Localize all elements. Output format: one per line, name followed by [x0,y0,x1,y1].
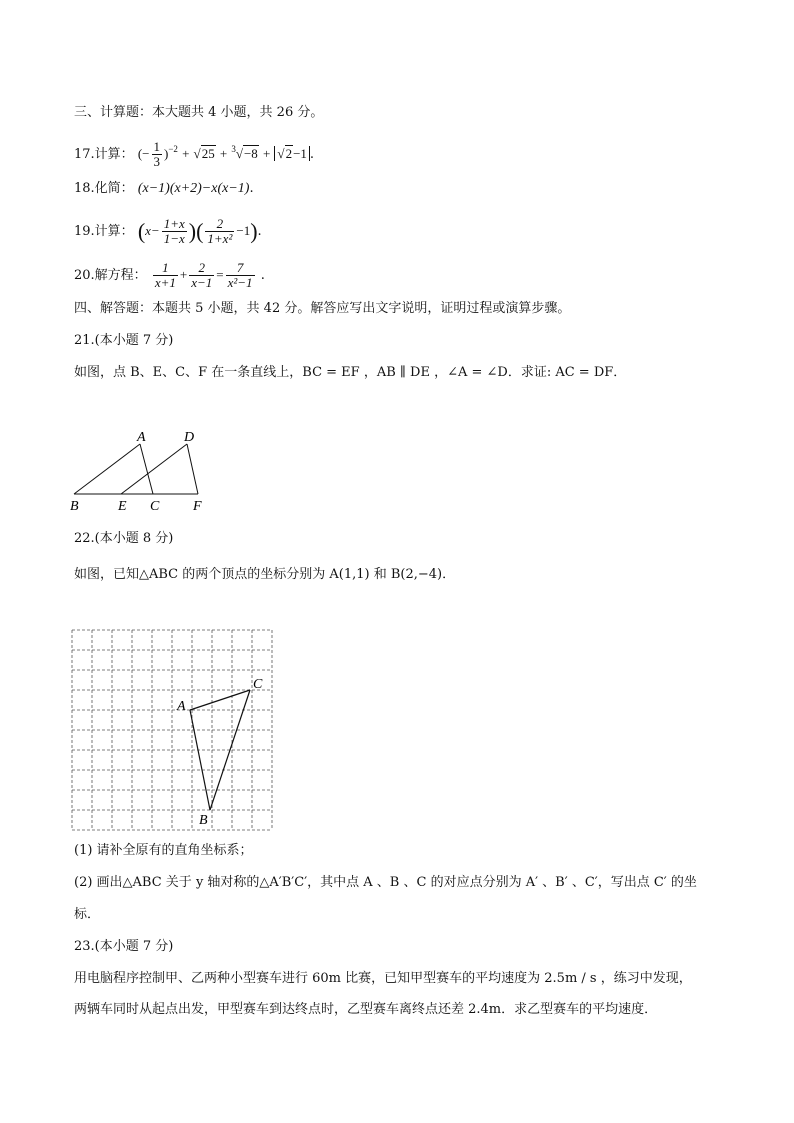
q20-equals: = [216,267,224,282]
q22-sub2b: 标． [74,907,101,922]
q17-abs: √2−1 [274,146,309,161]
dashed-grid [72,630,272,830]
q18-end: . [249,181,254,196]
q20-fraction-1 [153,261,178,290]
q19-end: . [257,224,262,239]
q20-end: . [260,268,265,283]
q20-f2-num: 2 [189,261,214,276]
q19-number: 19.计算： [74,224,134,239]
q20-plus: + [179,267,188,282]
q17-abs-radicand: 2 [285,146,293,161]
segment-df [187,444,198,494]
q17-fraction [152,140,163,169]
label-b: B [199,813,208,828]
q19-fraction-1 [162,217,187,246]
q19-lead: x− [145,223,160,238]
q17-sqrt: √25 [193,146,215,161]
q17-sqrt-radicand: 25 [201,146,215,161]
q17-cbrt-radicand: −8 [243,146,258,161]
label-c: C [150,499,160,514]
q19-fraction-2 [205,217,234,246]
q23-text-2: 两辆车同时从起点出发，甲型赛车到达终点时，乙型赛车离终点还差 2.4m．求乙型赛车的平均速度． [74,1002,658,1017]
label-e: E [118,499,127,514]
q23-heading: 23.(本小题 7 分) [74,939,174,954]
question-18 [74,180,254,198]
label-c: C [253,677,263,692]
q20-fraction-2 [189,261,214,290]
section-3-title: 三、计算题：本大题共 4 小题，共 26 分。 [74,105,324,120]
q19-tail: −1 [236,223,251,238]
q19-f2-num: 2 [205,217,234,232]
q18-expression: (x−1)(x+2)−x(x−1) [137,181,250,196]
label-d: D [184,430,195,445]
q19-f1-den: 1−x [163,231,185,246]
q22-grid-figure [70,628,276,834]
q17-close-paren: ) [164,146,169,161]
q19-f1-num: 1+x [163,216,185,231]
q17-number: 17.计算： [74,147,134,162]
q19-f2-den: 1+x² [207,231,233,246]
q17-plus-1: + [182,146,190,161]
q17-frac-den: 3 [153,154,160,169]
question-20 [74,257,265,293]
q23-text-1: 用电脑程序控制甲、乙两种小型赛车进行 60m 比赛，已知甲型赛车的平均速度为 2.5m / s ，练习中发现， [74,971,692,986]
q22-sub2a: (2) 画出△ABC 关于 y 轴对称的△A′B′C′，其中点 A 、B 、C 的对应点分别为 A′ 、B′ 、C′，写出点 C′ 的坐 [74,875,697,890]
section-4-title: 四、解答题：本题共 5 小题，共 42 分。解答应写出文字说明，证明过程或演算步骤。 [74,301,571,316]
q20-f3-den: x²−1 [227,275,253,290]
q17-exponent: −2 [168,144,178,154]
q20-f2-den: x−1 [191,275,213,290]
q20-f1-den: x+1 [154,275,176,290]
q18-number: 18.化简： [74,181,134,196]
q17-open-paren: (− [137,146,150,161]
question-19: 19.计算： (x− $\frac{1+x}{1-x}$ )( $\frac{2}{\text{1+x²}}$ −1). [74,216,262,246]
q17-cbrt-index: 3 [231,144,236,154]
side-ac [190,690,250,710]
q20-number: 20.解方程： [74,268,147,283]
label-a: A [177,699,186,714]
q20-f1-num: 1 [153,261,178,276]
q21-text: 如图，点 B、E、C、F 在一条直线上，BC = EF ，AB ∥ DE ，∠A = ∠D．求证: AC = DF． [74,365,627,380]
label-a: A [137,430,146,445]
q17-plus-2: + [219,146,228,161]
q22-heading: 22.(本小题 8 分) [74,531,174,546]
q17-plus-3: + [262,146,271,161]
question-17 [74,134,315,169]
q17-frac-num: 1 [153,139,160,154]
q17-end: . [309,147,315,162]
q17-abs-tail: −1 [293,146,307,161]
label-b: B [70,499,79,514]
q21-heading: 21.(本小题 7 分) [74,333,174,348]
q21-figure [66,424,216,516]
q20-f3-num: 7 [226,261,255,276]
side-ba [190,710,210,810]
q22-sub1: (1) 请补全原有的直角坐标系； [74,843,253,858]
label-f: F [193,499,202,514]
q17-cbrt: $^3$√−8 [231,144,258,161]
q22-text: 如图，已知△ABC 的两个顶点的坐标分别为 A(1,1) 和 B(2,−4)． [74,567,456,582]
segment-ac [140,444,153,494]
q20-fraction-3 [226,261,255,290]
